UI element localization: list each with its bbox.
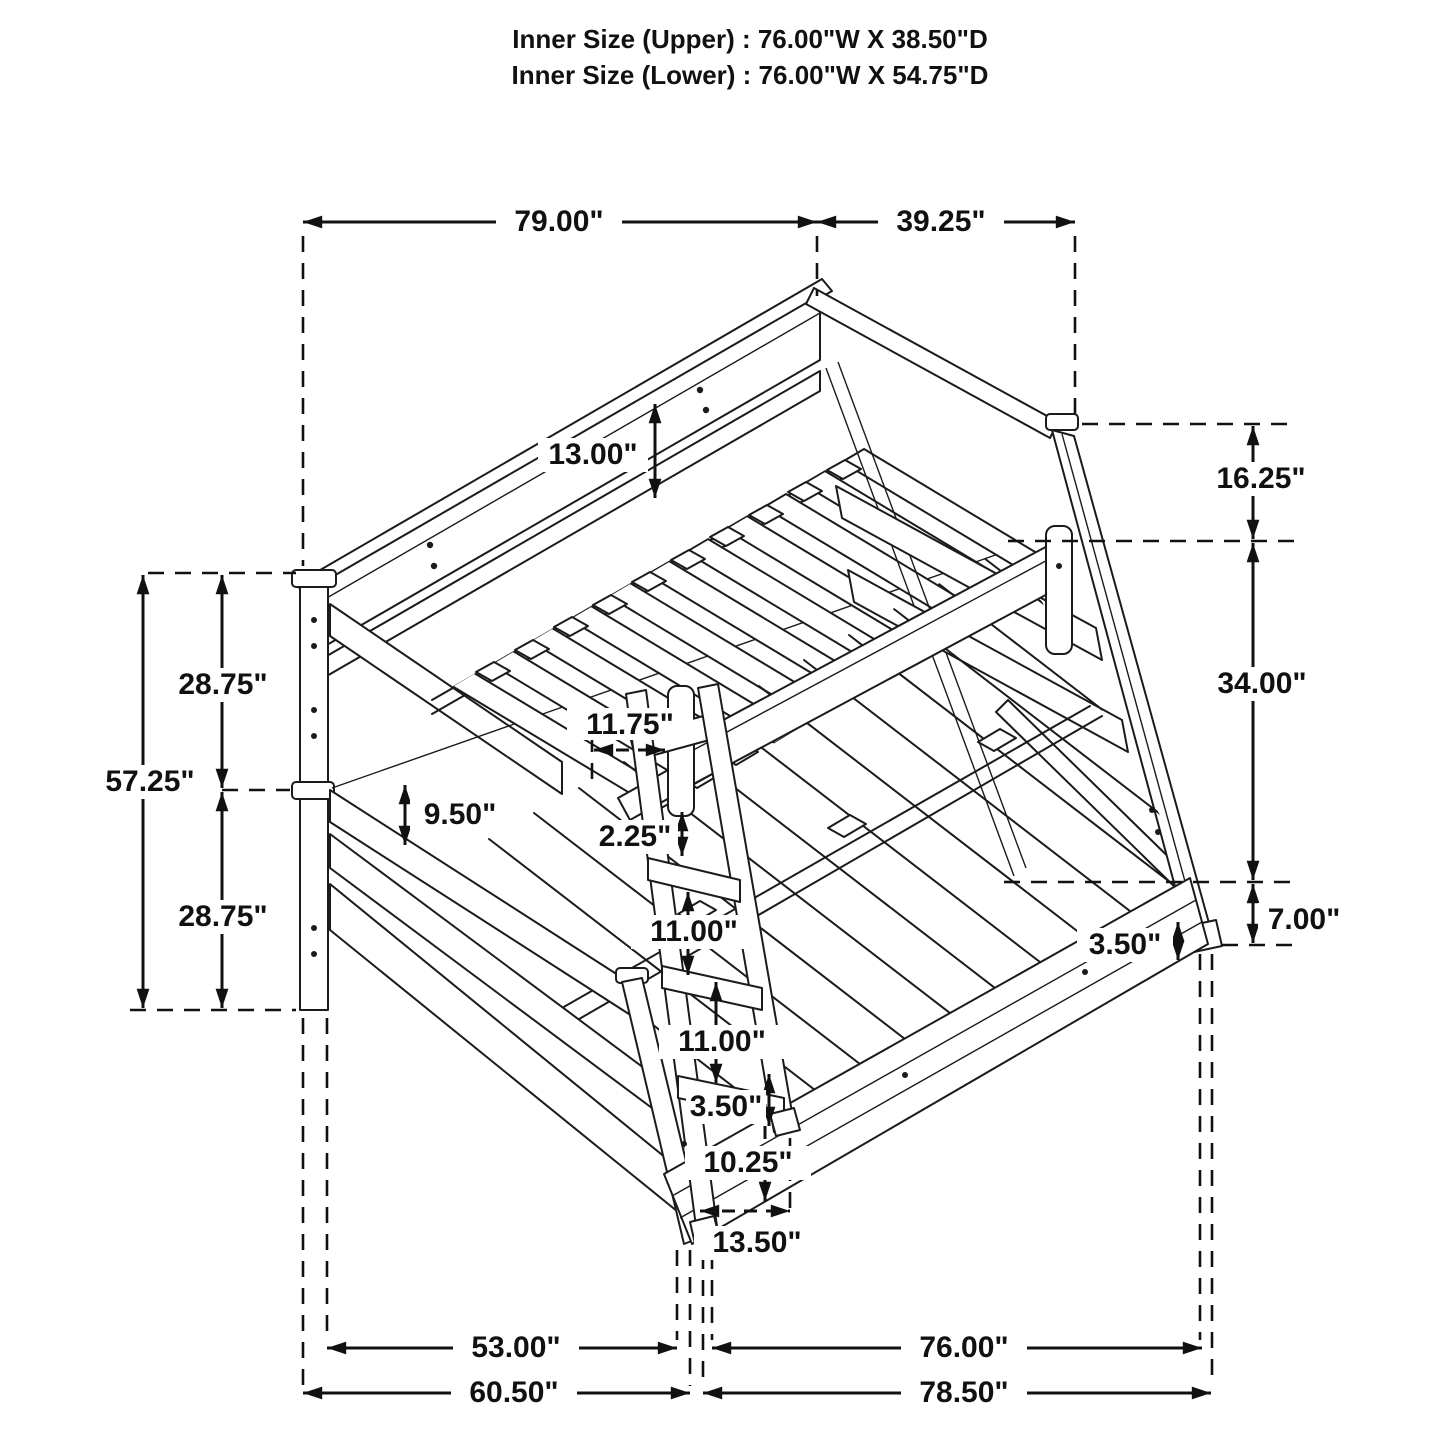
dim-label-ladder-base-width: 13.50" [712,1226,802,1259]
dim-label-rung-spacing-lower: 11.00" [678,1025,766,1058]
dim-label-ladder-to-rail-gap: 11.75" [586,708,674,741]
title-inner-size-upper: Inner Size (Upper) : 76.00"W X 38.50"D [512,24,988,54]
dim-label-left-lower-height: 28.75" [178,900,268,933]
dim-label-left-upper-height: 28.75" [178,668,268,701]
dim-label-ladder-foot-clearance: 10.25" [703,1146,793,1179]
dim-label-left-total-height: 57.25" [105,765,195,798]
upper-left-end-board [330,604,562,794]
dim-label-upper-end-width: 39.25" [896,205,986,238]
bed-line-art [292,279,1341,1248]
dim-label-lower-end-outer-width: 60.50" [469,1376,559,1409]
dim-label-lower-end-inner-width: 53.00" [471,1331,561,1364]
dim-label-ladder-hook-depth: 2.25" [598,820,672,853]
dim-label-right-foot-height: 7.00" [1267,903,1341,936]
dim-label-guard-rail-height: 13.00" [548,438,638,471]
dim-label-right-middle-height: 34.00" [1217,667,1307,700]
dim-label-right-top-height: 16.25" [1216,462,1306,495]
dim-label-lower-frame-height: 3.50" [1088,928,1162,961]
dim-label-rung-spacing-upper: 11.00" [650,915,738,948]
dim-label-rung-to-frame-gap: 3.50" [689,1090,763,1123]
dim-label-lower-bed-outer-length: 78.50" [919,1376,1009,1409]
dim-label-lower-bed-inner-length: 76.00" [919,1331,1009,1364]
dim-label-upper-bed-length: 79.00" [514,205,604,238]
dim-label-side-rail-board-height: 9.50" [423,798,497,831]
title-block [512,24,989,90]
title-inner-size-lower: Inner Size (Lower) : 76.00"W X 54.75"D [511,60,989,90]
